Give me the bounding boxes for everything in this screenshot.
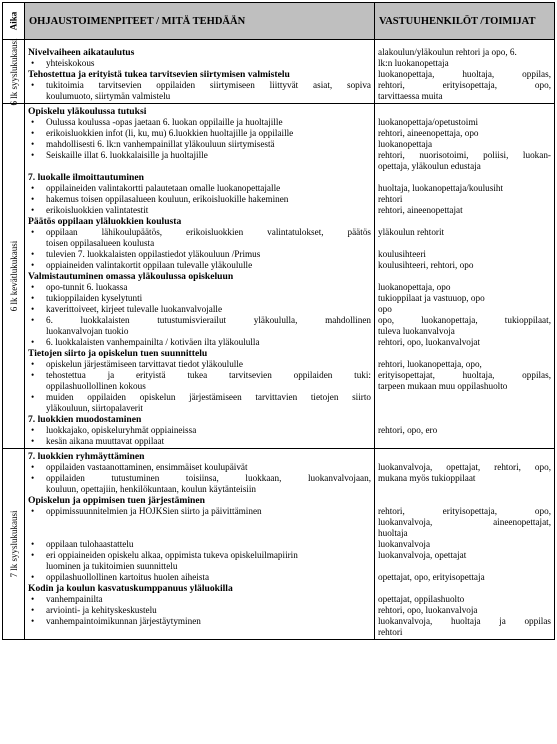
header-actions: OHJAUSTOIMENPITEET / MITÄ TEHDÄÄN xyxy=(25,3,375,40)
section-heading: Nivelvaiheen aikataulutus xyxy=(28,47,135,58)
bullet-item: • oppilashuollollinen kartoitus huolen aiheista xyxy=(28,572,371,583)
responsible-cell xyxy=(375,104,555,449)
section-heading: Valmistautuminen omassa yläkoulussa opiskeluun xyxy=(28,271,234,282)
responsible-line: rehtori, opo, luokanvalvojat xyxy=(378,337,481,347)
bullet-item: • oppimissuunnitelmien ja HOJKSien siirto ja päivittäminen xyxy=(28,506,371,517)
section-heading: Kodin ja koulun kasvatuskumppanuus yläluokilla xyxy=(28,583,233,594)
responsible-line: tarpeen mukaan muu oppilashuolto xyxy=(378,381,508,391)
bullet-item: • 6. luokkalaisten tutustumisvierailut yläkoululla, mahdollinen xyxy=(28,315,371,326)
responsible-line: opo, luokanopettaja, tukioppilaat, xyxy=(378,315,551,325)
bullet-item: • luokkajako, opiskeluryhmät oppiaineissa xyxy=(28,425,371,436)
actions-cell xyxy=(25,449,375,640)
bullet-item: • oppiaineiden valintakortit oppilaan tulevalle yläkoululle xyxy=(28,260,371,271)
time-cell xyxy=(3,449,25,640)
bullet-item: • mahdollisesti 6. lk:n vanhempainillat yläkouluun siirtymisestä xyxy=(28,139,371,150)
section-heading: Päätös oppilaan yläluokkien koulusta xyxy=(28,216,182,227)
section-heading: 7. luokkien muodostaminen xyxy=(28,414,142,425)
responsible-line: luokanvalvoja, opettajat, rehtori, opo, xyxy=(378,462,551,472)
time-label: 6 lk kevätlukukausi xyxy=(8,240,19,312)
blank-line xyxy=(28,161,371,172)
bullet-item: • erikoisluokkien infot (li, ku, mu) 6.luokkien huoltajille ja oppilaille xyxy=(28,128,371,139)
bullet-item: • oppilaiden tutustuminen toisiinsa, luokkaan, luokanvalvojaan, xyxy=(28,473,371,484)
bullet-item: • oppilaineiden valintakortti palautetaan omalle luokanopettajalle xyxy=(28,183,371,194)
responsible-line: koulusihteeri, rehtori, opo xyxy=(378,260,474,270)
responsible-line: luokanvalvoja, opettajat xyxy=(378,550,467,560)
responsible-line xyxy=(378,403,551,414)
bullet-item: • 6. luokkalaisten vanhempainilta / kotiväen ilta yläkoululla xyxy=(28,337,371,348)
bullet-item: • Seiskaille illat 6. luokkalaisille ja huoltajille xyxy=(28,150,371,161)
bullet-item: • tulevien 7. luokkalaisten oppilastiedot yläkouluun /Primus xyxy=(28,249,371,260)
table-body xyxy=(3,37,555,640)
bullet-item: • opo-tunnit 6. luokassa xyxy=(28,282,371,293)
responsible-line: luokanopettaja xyxy=(378,139,433,149)
bullet-continuation: oppilashuollollinen kokous xyxy=(46,381,146,391)
actions-cell xyxy=(25,104,375,449)
section-heading: 7. luokkien ryhmäyttäminen xyxy=(28,451,145,462)
time-cell xyxy=(3,37,25,106)
responsible-line: rehtori xyxy=(378,194,403,204)
responsible-line: luokanvalvoja, aineenopettajat, xyxy=(378,517,551,527)
blank-line xyxy=(28,528,371,539)
responsible-line: rehtori, opo, ero xyxy=(378,425,438,435)
responsible-line: lk:n luokanopettaja xyxy=(378,58,449,68)
section-row xyxy=(3,449,555,640)
responsible-line: rehtori, erityisopettaja, opo, xyxy=(378,80,551,90)
responsible-line: tarvittaessa muita xyxy=(378,91,443,101)
bullet-continuation: kouluun, opettajiin, henkilökuntaan, koulun käytänteisiin xyxy=(46,484,257,494)
bullet-item: • oppilaan tulohaastattelu xyxy=(28,539,371,550)
responsible-cell xyxy=(375,449,555,640)
document xyxy=(2,2,554,640)
bullet-continuation: luokanvalvojan tuokio xyxy=(46,326,129,336)
responsible-line: erityisopettajat, huoltaja, oppilas, xyxy=(378,370,551,380)
header-time xyxy=(3,3,25,40)
responsible-line: koulusihteeri xyxy=(378,249,426,259)
actions-cell xyxy=(25,40,375,104)
header-row xyxy=(3,3,555,40)
bullet-continuation: toisen oppilasalueen koulusta xyxy=(46,238,155,248)
bullet-item: • muiden oppilaiden opiskelun järjestämiseen tarvittavien tietojen siirto xyxy=(28,392,371,403)
responsible-line xyxy=(378,238,551,249)
responsible-line: luokanvalvoja xyxy=(378,539,431,549)
responsible-line xyxy=(378,414,551,425)
responsible-line xyxy=(378,348,551,359)
responsible-line: yläkoulun rehtorit xyxy=(378,227,445,237)
bullet-item: • vanhempaintoimikunnan järjestäytyminen xyxy=(28,616,371,627)
bullet-item: • tehostettua ja erityistä tukea tarvitsevien oppilaiden tuki: xyxy=(28,370,371,381)
responsible-line: huoltaja xyxy=(378,528,408,538)
responsible-line: rehtori xyxy=(378,627,403,637)
responsible-line: opo xyxy=(378,304,392,314)
responsible-line: rehtori, aineenopettaja, opo xyxy=(378,128,479,138)
bullet-item: • eri oppiaineiden opiskelu alkaa, oppimista tukeva opiskeluilmapiirin xyxy=(28,550,371,561)
bullet-continuation: luominen ja tukitoimien suunnittelu xyxy=(46,561,178,571)
responsible-line: opettaja, yläkoulun edustaja xyxy=(378,161,481,171)
bullet-item: • yhteiskokous xyxy=(28,58,371,69)
bullet-item: • kesän aikana muuttavat oppilaat xyxy=(28,436,371,447)
section-heading: Opiskelu yläkoulussa tutuksi xyxy=(28,106,147,117)
responsible-line xyxy=(378,484,551,495)
responsible-line: tuleva luokanvalvoja xyxy=(378,326,455,336)
responsible-line xyxy=(378,172,551,183)
responsible-line: luokanopettaja, huoltaja, oppilas, xyxy=(378,69,551,79)
responsible-line: luokanopettaja, opo xyxy=(378,282,451,292)
section-row xyxy=(3,40,555,104)
section-row xyxy=(3,104,555,449)
responsible-line xyxy=(378,271,551,282)
responsible-line xyxy=(378,495,551,506)
bullet-item: • tukioppilaiden kyselytunti xyxy=(28,293,371,304)
responsible-line xyxy=(378,392,551,403)
section-heading: Opiskelun ja oppimisen tuen järjestäminen xyxy=(28,495,205,506)
blank-line xyxy=(28,627,371,638)
bullet-continuation: koulumuoto, siirtymän valmistelu xyxy=(46,91,171,101)
bullet-item: • vanhempainilta xyxy=(28,594,371,605)
responsible-line: huoltaja, luokanopettaja/koulusiht xyxy=(378,183,504,193)
responsible-line: rehtori, erityisopettaja, opo, xyxy=(378,506,551,516)
time-cell xyxy=(3,104,25,449)
responsible-line: mukana myös tukioppilaat xyxy=(378,473,476,483)
responsible-line xyxy=(378,436,551,447)
time-label: 6 lk syyslukukausi xyxy=(8,37,19,106)
bullet-item: • oppilaiden vastaanottaminen, ensimmäiset koulupäivät xyxy=(28,462,371,473)
bullet-item: • oppilaan lähikoulupäätös, erikoisluokkien valintatulokset, päätös xyxy=(28,227,371,238)
responsible-line: luokanopettaja/opetustoimi xyxy=(378,117,479,127)
header-responsible: VASTUUHENKILÖT /TOIMIJAT xyxy=(375,3,555,40)
bullet-continuation: yläkouluun, siirtopalaverit xyxy=(46,403,143,413)
responsible-line: rehtori, opo, luokanvalvoja xyxy=(378,605,478,615)
bullet-item: • kaverittoiveet, kirjeet tulevalle luokanvalvojalle xyxy=(28,304,371,315)
blank-line xyxy=(28,517,371,528)
responsible-line xyxy=(378,583,551,594)
responsible-line xyxy=(378,106,551,117)
responsible-line: rehtori, luokanopettaja, opo, xyxy=(378,359,482,369)
responsible-line xyxy=(378,216,551,227)
guidance-table xyxy=(2,2,555,640)
bullet-item: • tukitoimia tarvitsevien oppilaiden siirtymiseen liittyvät asiat, sopiva xyxy=(28,80,371,91)
responsible-line xyxy=(378,561,551,572)
responsible-line: alakoulun/yläkoulun rehtori ja opo, 6. xyxy=(378,47,517,57)
header-time-label: Aika xyxy=(8,11,19,31)
time-label: 7 lk syyslukukausi xyxy=(8,510,19,578)
bullet-item: • Oulussa koulussa -opas jaetaan 6. luokan oppilaille ja huoltajille xyxy=(28,117,371,128)
responsible-line: opettajat, opo, erityisopettaja xyxy=(378,572,485,582)
bullet-item: • hakemus toisen oppilasalueen kouluun, erikoisluokille hakeminen xyxy=(28,194,371,205)
responsible-line: rehtori, aineenopettajat xyxy=(378,205,463,215)
responsible-cell xyxy=(375,40,555,104)
bullet-item: • erikoisluokkien valintatestit xyxy=(28,205,371,216)
responsible-line: luokanvalvoja, huoltaja ja oppilas xyxy=(378,616,551,626)
responsible-line: rehtori, nuorisotoimi, poliisi, luokan- xyxy=(378,150,551,160)
bullet-item: • opiskelun järjestämiseen tarvittavat tiedot yläkoululle xyxy=(28,359,371,370)
section-heading: Tehostettua ja erityistä tukea tarvitsevien siirtymisen valmistelu xyxy=(28,69,290,80)
responsible-line: tukioppilaat ja vastuuop, opo xyxy=(378,293,485,303)
bullet-item: • arviointi- ja kehityskeskustelu xyxy=(28,605,371,616)
responsible-line xyxy=(378,451,551,462)
section-heading: Tietojen siirto ja opiskelun tuen suunnittelu xyxy=(28,348,208,359)
responsible-line: opettajat, oppilashuolto xyxy=(378,594,465,604)
section-heading: 7. luokalle ilmoittautuminen xyxy=(28,172,144,183)
